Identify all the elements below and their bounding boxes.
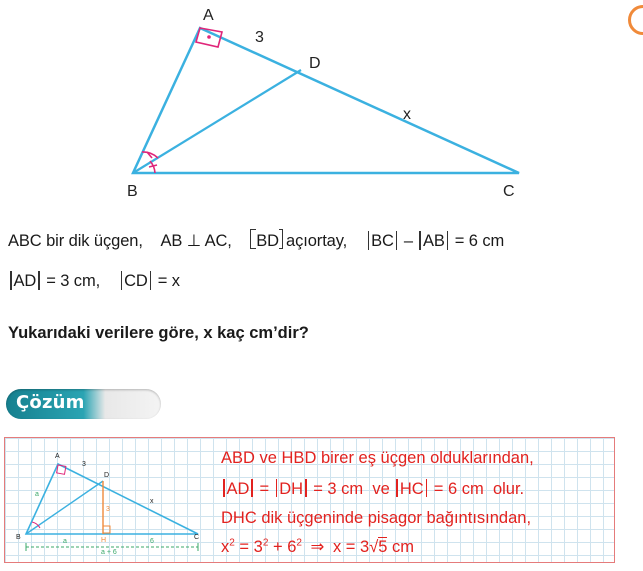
label-a: A <box>203 7 214 24</box>
solution-figure <box>8 446 213 561</box>
sol-eq1: = <box>259 480 270 498</box>
q-bd: BD <box>256 232 280 250</box>
q-right-triangle: ABC bir dik üçgen, <box>8 232 143 250</box>
sol-xeq: x = 3 <box>332 538 370 556</box>
q-perpendicular: AB ⊥ AC, <box>160 232 232 250</box>
triangle-abc <box>133 28 519 173</box>
q-bisector: açıortay, <box>286 232 348 250</box>
triangle-figure <box>0 0 643 215</box>
sol-label-d: D <box>104 472 110 479</box>
label-ab-length: 3 <box>255 29 264 46</box>
solution-line-4: $x^2 = 3^2 + 6^2$ ⇒ x = 3√5 cm <box>221 537 415 556</box>
sol-label-ba: a <box>35 491 39 498</box>
sol-label-dc: x <box>150 498 154 505</box>
solution-line-1: ABD ve HBD birer eş üçgen olduklarından, <box>221 449 534 467</box>
question-prompt: Yukarıdaki verilere göre, x kaç cm’dir? <box>8 324 309 342</box>
q-bc: BC <box>371 232 394 250</box>
sol-triangle <box>26 464 198 534</box>
question-line-1 <box>8 229 504 251</box>
label-dc-length: x <box>403 106 411 123</box>
sol-plus: + 6 <box>272 538 297 556</box>
label-b: B <box>127 183 138 200</box>
q-bd-bracket-close <box>279 229 283 249</box>
sol-label-c: C <box>194 534 200 541</box>
q-ad-eq: = 3 cm, <box>46 272 101 290</box>
sol-ad: AD <box>226 480 250 498</box>
right-angle-dot <box>207 35 211 39</box>
solution-line-3: DHC dik üçgeninde pisagor bağıntısından, <box>221 509 532 527</box>
sol-x: x <box>221 538 230 556</box>
sol-label-b: B <box>16 534 21 541</box>
sqrt-sign: √ <box>369 538 379 556</box>
q-ab: AB <box>422 232 445 250</box>
q-cd-eq: = x <box>157 272 180 290</box>
sol-sqrt: 5 <box>378 538 388 556</box>
sol-label-bh: a <box>63 538 67 545</box>
sol-unit: cm <box>392 538 415 556</box>
sol-label-hc: 6 <box>150 538 154 545</box>
sol-eq2: = 3 cm ve <box>313 480 390 498</box>
solution-badge-label: Çözüm <box>16 392 85 413</box>
q-cd: CD <box>124 272 148 290</box>
sol-eq3: = 6 cm olur. <box>433 480 525 498</box>
label-d: D <box>309 55 321 72</box>
q-minus: – <box>403 232 413 250</box>
sol-dh: DH <box>279 480 304 498</box>
sol-label-bottom: a + 6 <box>101 549 117 556</box>
q-ad: AD <box>13 272 37 290</box>
sol-label-ab: 3 <box>82 461 86 468</box>
sol-label-dh: 3 <box>106 506 110 513</box>
sol-label-h: H <box>101 537 107 544</box>
sol-label-a: A <box>55 453 60 460</box>
sol-right-angle-h <box>103 526 110 533</box>
sol-eq: = 3 <box>239 538 263 556</box>
angle-tick-2 <box>149 165 157 167</box>
label-c: C <box>503 183 515 200</box>
question-line-2 <box>8 271 180 291</box>
solution-line-2 <box>221 479 524 499</box>
sol-arrow: ⇒ <box>310 538 325 556</box>
q-eq-6: = 6 cm <box>454 232 505 250</box>
sol-hc: HC <box>399 480 424 498</box>
